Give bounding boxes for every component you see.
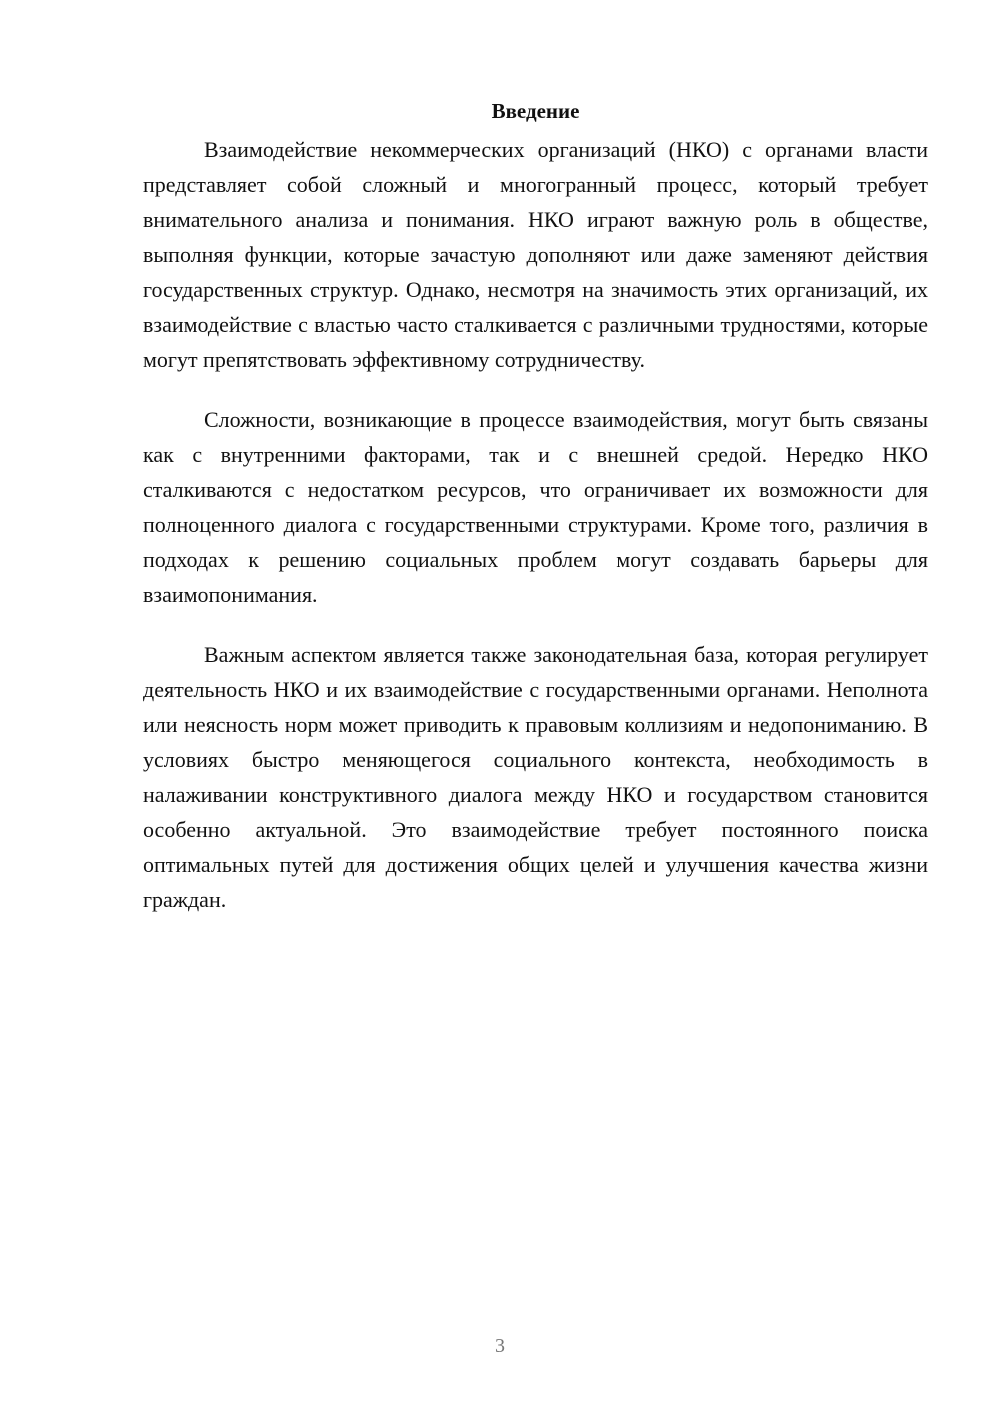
paragraph-2: Сложности, возникающие в процессе взаимодействия, могут быть связаны как с внутренними факторами, так и с внешней средой. Нередко НКО сталкиваются с недостатком ресурсов, что ограничивает их возможности для полноценного диалога с государственными структурами. Кроме того, различия в подходах к решению социальных проблем могут создавать барьеры для взаимопонимания. xyxy=(143,407,928,607)
section-title: Введение xyxy=(491,99,580,123)
paragraph-3: Важным аспектом является также законодательная база, которая регулирует деятельность НКО и их взаимодействие с государственными органами. Неполнота или неясность норм может приводить к правовым коллизиям и недопониманию. В условиях быстро меняющегося социального контекста, необходимость в налаживании конструктивного диалога между НКО и государством становится особенно актуальной. Это взаимодействие требует постоянного поиска оптимальных путей для достижения общих целей и улучшения качества жизни граждан. xyxy=(143,642,928,912)
paragraph-1: Взаимодействие некоммерческих организаций (НКО) с органами власти представляет собой сложный и многогранный процесс, который требует внимательного анализа и понимания. НКО играют важную роль в обществе, выполняя функции, которые зачастую дополняют или даже заменяют действия государственных структур. Однако, несмотря на значимость этих организаций, их взаимодействие с властью часто сталкивается с различными трудностями, которые могут препятствовать эффективному сотрудничеству. xyxy=(143,137,928,372)
page-content xyxy=(143,96,928,917)
page-number: 3 xyxy=(495,1335,505,1357)
